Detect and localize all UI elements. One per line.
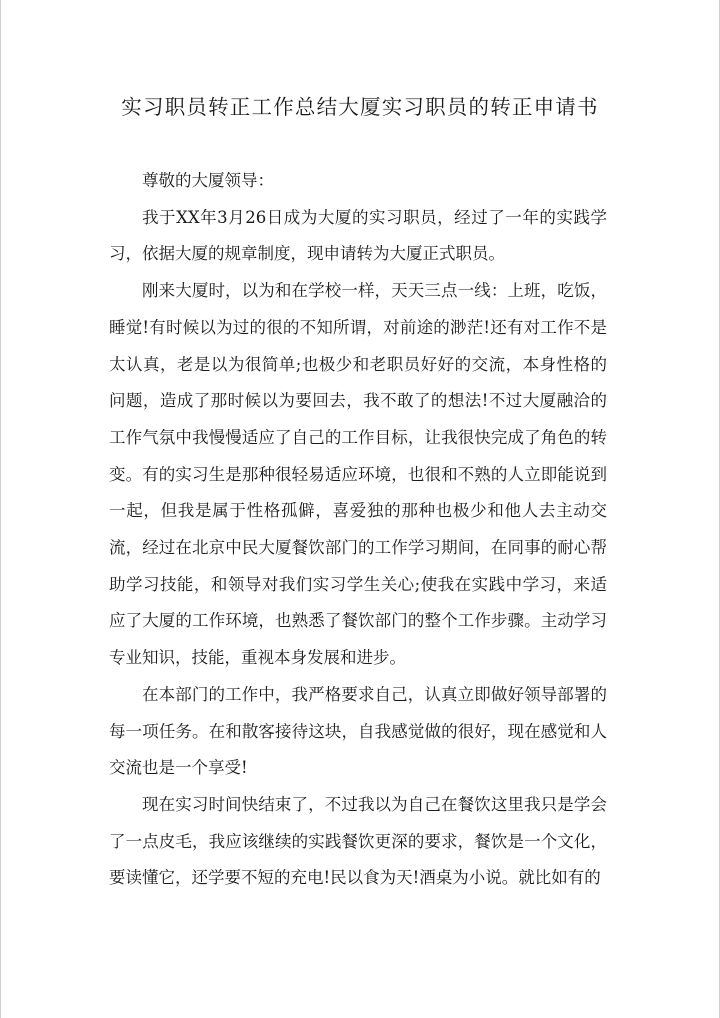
paragraph-3: 在本部门的工作中，我严格要求自己，认真立即做好领导部署的每一项任务。在和散客接待这块，自我感觉做的很好，现在感觉和人交流也是一个享受! bbox=[109, 684, 607, 778]
greeting: 尊敬的大厦领导： bbox=[142, 171, 274, 190]
paragraph-1: 我于XX年3月26日成为大厦的实习职员，经过了一年的实践学习，依据大厦的规章制度，现申请转为大厦正式职员。 bbox=[109, 207, 607, 264]
paragraph-2: 刚来大厦时，以为和在学校一样，天天三点一线：上班，吃饭，睡觉!有时候以为过的很的不知所谓，对前途的渺茫!还有对工作不是太认真，老是以为很简单;也极少和老职员好好的交流，本身性格的问题，造成了那时候以为要回去，我不敢了的想法!不过大厦融洽的工作气氛中我慢慢适应了自己的工作目标，让我很快完成了角色的转变。有的实习生是那种很轻易适应环境，也很和不熟的人立即能说到一起，但我是属于性格孤僻，喜爱独的那种也极少和他人去主动交流，经过在北京中民大厦餐饮部门的工作学习期间，在同事的耐心帮助学习技能，和领导对我们实习学生关心;使我在实践中学习，来适应了大厦的工作环境，也熟悉了餐饮部门的整个工作步骤。主动学习专业知识，技能，重视本身发展和进步。 bbox=[109, 281, 607, 668]
document-title: 实习职员转正工作总结大厦实习职员的转正申请书 bbox=[121, 95, 599, 119]
document-body bbox=[109, 163, 607, 897]
paragraph-4: 现在实习时间快结束了，不过我以为自己在餐饮这里我只是学会了一点皮毛，我应该继续的实践餐饮更深的要求，餐饮是一个文化，要读懂它，还学要不短的充电!民以食为天!酒桌为小说。就比如有的 bbox=[109, 794, 607, 888]
